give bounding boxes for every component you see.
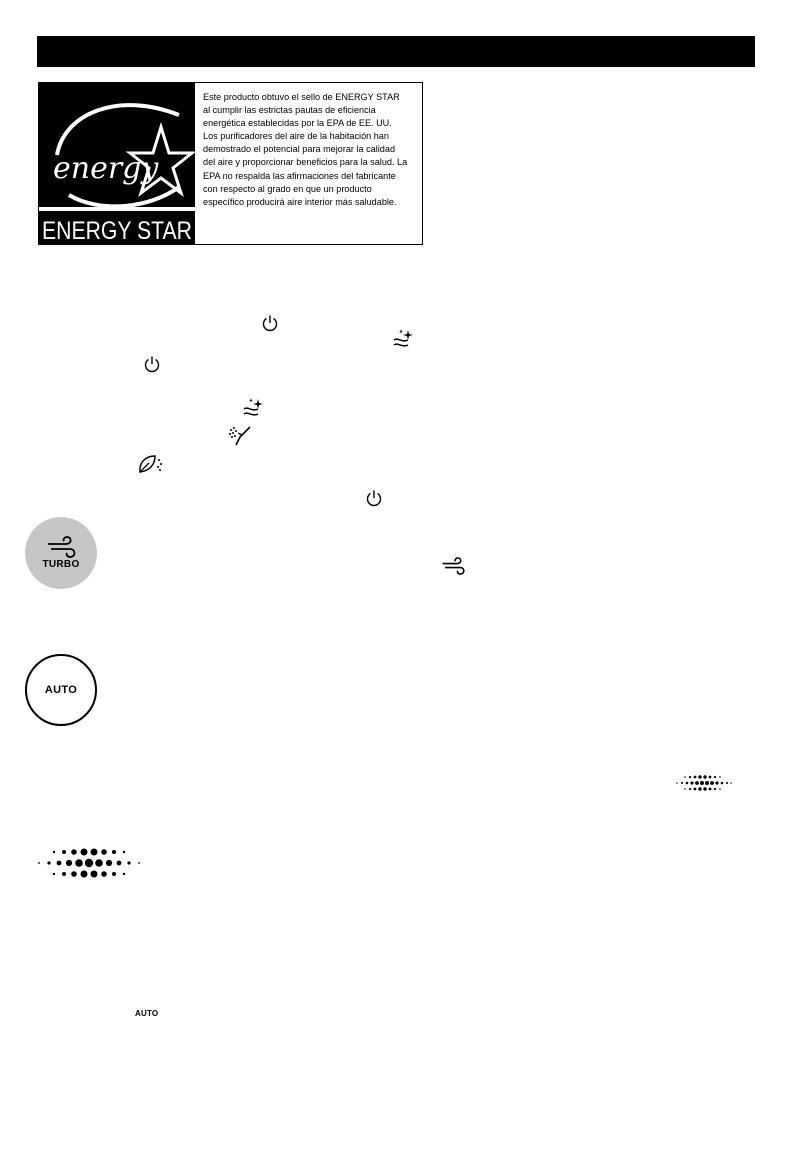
- air-quality-dots-icon: [675, 774, 733, 792]
- energy-star-line: del aire y proporcionar beneficios para la salud. La: [203, 157, 408, 169]
- auto-button[interactable]: [25, 654, 97, 726]
- sparkle-wave-icon: [392, 328, 414, 348]
- energy-star-line: Los purificadores del aire de la habitación han: [203, 131, 389, 143]
- energy-star-label: ENERGY STAR: [42, 217, 192, 245]
- power-icon: [365, 489, 383, 507]
- energy-star-line: al cumplir las estrictas pautas de eficiencia: [203, 105, 376, 117]
- turbo-label: TURBO: [42, 559, 80, 570]
- energy-star-text: [203, 91, 412, 209]
- auto-inline-label: AUTO: [135, 1009, 159, 1018]
- energy-star-line: demostrado el potencial para mejorar la calidad: [203, 144, 396, 156]
- energy-star-line: Este producto obtuvo el sello de ENERGY STAR: [203, 92, 400, 103]
- energy-script: energy: [53, 151, 159, 186]
- energy-star-line: con respecto al grado en que un producto: [203, 183, 372, 195]
- wind-icon: [46, 536, 76, 558]
- turbo-button[interactable]: [25, 517, 97, 589]
- air-quality-dots-icon: [36, 846, 146, 880]
- header-bar: [37, 36, 755, 67]
- energy-star-line: EPA no respalda las afirmaciones del fabricante: [203, 170, 396, 182]
- auto-label: AUTO: [44, 684, 78, 696]
- wind-icon: [441, 557, 465, 575]
- energy-star-line: específico producirá aire interior más saludable.: [203, 196, 397, 208]
- leaf-icon: [137, 453, 163, 475]
- spray-icon: [228, 425, 252, 447]
- power-icon: [143, 355, 161, 373]
- power-icon: [261, 314, 279, 332]
- energy-star-notice: [38, 82, 423, 245]
- sparkle-wave-icon: [242, 397, 264, 417]
- energy-star-logo: [39, 83, 195, 245]
- energy-star-line: energética establecidas por la EPA de EE. UU.: [203, 118, 392, 130]
